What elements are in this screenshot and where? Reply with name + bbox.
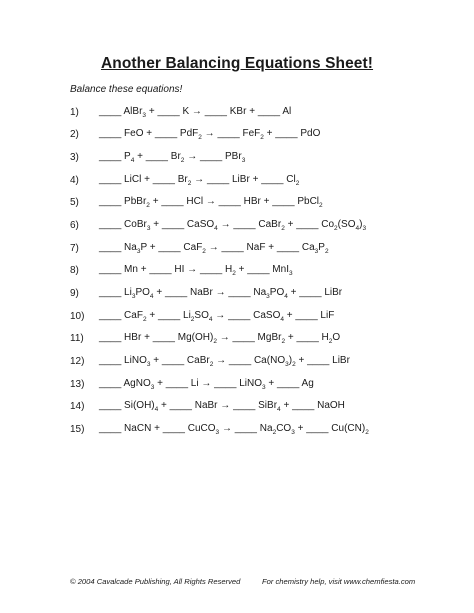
equation-row <box>70 305 460 328</box>
equation-number: 13) <box>70 378 85 390</box>
page-title: Another Balancing Equations Sheet! <box>100 55 374 72</box>
equation-number: 9) <box>70 287 79 299</box>
equation-row <box>70 418 460 441</box>
equation-row <box>70 327 460 350</box>
equation-number: 11) <box>70 333 84 345</box>
equation-number: 2) <box>70 129 79 141</box>
equation-row <box>70 237 460 260</box>
equation-number: 12) <box>70 355 85 367</box>
equation-number: 6) <box>70 220 79 232</box>
equation-list <box>70 101 460 441</box>
equation-text: ____ NaCN + ____ CuCO$_3$ → ____ $Na_2CO_3$ + ____ $Cu(CN)_2$ <box>99 422 369 436</box>
equation-number: 5) <box>70 197 79 209</box>
equation-row <box>70 124 460 147</box>
help-footer: For chemistry help, visit www.chemfiesta.com <box>262 577 416 586</box>
equation-text: ____ Mn + ____ HI → ____ $H_2$ + ____ MnI$_3$ <box>99 264 293 278</box>
equation-text: ____ $Li_3PO_4$ + ____ NaBr → ____ $Na_3PO_4$ + ____ LiBr <box>99 286 343 300</box>
equation-row <box>70 101 460 124</box>
equation-row <box>70 169 460 192</box>
equation-text: ____ HBr + ____ $Mg(OH)_2$ → ____ MgBr$_2$ + ____ $H_2O$ <box>99 332 341 346</box>
equation-row <box>70 214 460 237</box>
equation-text: ____ CoBr$_3$ + ____ CaSO$_4$ → ____ CaBr$_2$ + ____ $Co_2(SO_4)_3$ <box>99 219 367 233</box>
equation-text: ____ LiCl + ____ $Br_2$ → ____ LiBr + ____ $Cl_2$ <box>99 173 300 187</box>
equation-row <box>70 146 460 169</box>
copyright-footer: © 2004 Cavalcade Publishing, All Rights Reserved <box>70 577 241 586</box>
instructions-text: Balance these equations! <box>70 84 183 95</box>
equation-row <box>70 395 460 418</box>
equation-number: 8) <box>70 265 79 277</box>
equation-text: ____ LiNO$_3$ + ____ CaBr$_2$ → ____ $Ca(NO_3)_2$ + ____ LiBr <box>99 354 350 368</box>
equation-row <box>70 373 460 396</box>
equation-text: ____ $P_4$ + ____ $Br_2$ → ____ PBr$_3$ <box>99 151 246 165</box>
equation-text: ____ PbBr$_2$ + ____ HCl → ____ HBr + ____ PbCl$_2$ <box>99 196 323 210</box>
equation-number: 10) <box>70 310 85 322</box>
equation-number: 15) <box>70 423 85 435</box>
equation-number: 14) <box>70 401 85 413</box>
equation-row <box>70 282 460 305</box>
equation-text: ____ AgNO$_3$ + ____ Li → ____ LiNO$_3$ + ____ Ag <box>99 377 314 391</box>
equation-text: ____ AlBr$_3$ + ____ K → ____ KBr + ____ Al <box>99 105 292 119</box>
equation-row <box>70 350 460 373</box>
equation-row <box>70 259 460 282</box>
equation-text: ____ $Si(OH)_4$ + ____ NaBr → ____ SiBr$_4$ + ____ NaOH <box>99 400 345 414</box>
equation-row <box>70 192 460 215</box>
equation-number: 7) <box>70 242 79 254</box>
equation-text: ____ FeO + ____ PdF$_2$ → ____ FeF$_2$ + ____ PdO <box>99 128 321 142</box>
equation-text: ____ $Na_3P$ + ____ CaF$_2$ → ____ NaF + ____ $Ca_3P_2$ <box>99 241 329 255</box>
equation-number: 3) <box>70 152 79 164</box>
equation-text: ____ CaF$_2$ + ____ $Li_2SO_4$ → ____ CaSO$_4$ + ____ LiF <box>99 309 335 323</box>
equation-number: 1) <box>70 106 79 118</box>
equation-number: 4) <box>70 174 79 186</box>
